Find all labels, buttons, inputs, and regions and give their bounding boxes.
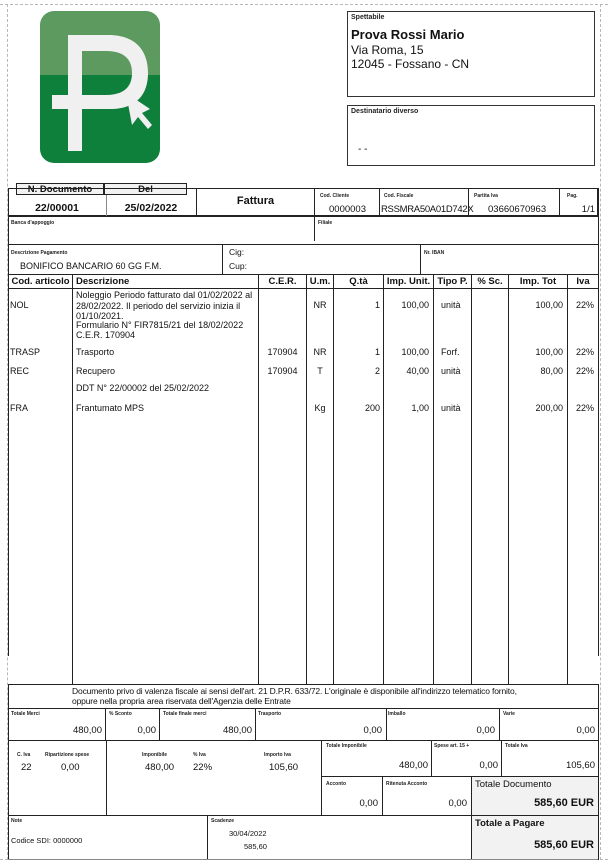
col-header-um: U.m. <box>309 276 331 287</box>
withholding-label: Ritenuta Acconto <box>386 781 428 787</box>
col-header-total: Imp. Tot <box>519 276 557 287</box>
payment-label: Descrizione Pagamento <box>11 250 68 256</box>
doc-total-label: Totale Documento <box>475 779 552 790</box>
vat-code: 22 <box>21 762 32 773</box>
branch-label: Filiale <box>318 220 333 226</box>
notes-label: Note <box>11 818 23 824</box>
expenses-label: Spese art. 15 + <box>434 743 470 749</box>
expense-split: 0,00 <box>61 762 80 773</box>
doc-date: 25/02/2022 <box>124 202 178 214</box>
transport: 0,00 <box>363 725 382 736</box>
to-pay: 585,60 EUR <box>534 839 594 851</box>
total-vat-label: Totale Iva <box>505 743 528 749</box>
disclaimer-line2: oppure nella propria area riservata dell'Agenzia delle Entrate <box>72 696 291 706</box>
vat-number: 03660670963 <box>488 204 547 215</box>
final-goods-label: Totale finale merci <box>163 711 207 717</box>
page-number: 1/1 <box>581 204 595 215</box>
misc-label: Varie <box>503 711 515 717</box>
company-logo <box>40 11 160 163</box>
total-taxable-label: Totale Imponibile <box>326 743 367 749</box>
vat-amount-label: Importo Iva <box>264 752 291 758</box>
bank-label: Banca d'appoggio <box>11 220 55 226</box>
col-header-unit-price: Imp. Unit. <box>386 276 431 287</box>
taxable: 480,00 <box>145 762 175 773</box>
doc-total-box <box>472 777 598 815</box>
tax-code: RSSMRA50A01D742X <box>381 204 474 215</box>
recipient-name: Prova Rossi Mario <box>351 27 465 42</box>
disclaimer <box>72 686 517 706</box>
doc-number: 22/00001 <box>35 202 79 214</box>
to-pay-label: Totale a Pagare <box>475 818 545 829</box>
page-label: Pag. <box>567 193 578 199</box>
expenses: 0,00 <box>479 760 498 771</box>
total-goods: 480,00 <box>72 725 102 736</box>
doc-total: 585,60 EUR <box>534 797 594 809</box>
iban-label: Nr. IBAN <box>424 250 445 256</box>
total-goods-label: Totale Merci <box>11 711 40 717</box>
advance-label: Acconto <box>326 781 346 787</box>
alt-recipient-label: Destinatario diverso <box>351 108 419 115</box>
col-header-vat: Iva <box>576 276 590 287</box>
advance: 0,00 <box>359 798 378 809</box>
tax-code-label: Cod. Fiscale <box>384 193 414 199</box>
total-vat: 105,60 <box>565 760 595 771</box>
discount-label: % Sconto <box>109 711 132 717</box>
vat-amount: 105,60 <box>269 762 299 773</box>
payment-method: BONIFICO BANCARIO 60 GG F.M. <box>20 261 162 271</box>
vat-code-label: C. Iva <box>17 752 31 758</box>
col-header-description: Descrizione <box>76 276 130 287</box>
due-date: 30/04/2022 <box>229 829 267 838</box>
discount: 0,00 <box>137 725 156 736</box>
packaging-label: Imballo <box>388 711 406 717</box>
doc-type: Fattura <box>236 195 275 207</box>
col-header-cer: C.E.R. <box>268 276 297 287</box>
notes: Codice SDI: 0000000 <box>11 836 83 845</box>
alt-recipient-value: - - <box>358 144 368 155</box>
transport-label: Trasporto <box>258 711 282 717</box>
withholding: 0,00 <box>448 798 467 809</box>
misc: 0,00 <box>576 725 595 736</box>
client-code-label: Cod. Cliente <box>320 193 350 199</box>
logo-p-cursor-icon <box>40 11 160 163</box>
page-guide <box>0 4 608 5</box>
to-pay-box <box>472 816 598 859</box>
due-label: Scadenze <box>211 818 235 824</box>
packaging: 0,00 <box>476 725 495 736</box>
doc-number-label: N. Documento <box>27 184 93 195</box>
recipient-city: 12045 - Fossano - CN <box>351 57 470 71</box>
final-goods: 480,00 <box>222 725 252 736</box>
taxable-label: Imponibile <box>142 752 167 758</box>
vat-number-label: Partita Iva <box>474 193 498 199</box>
recipient-box <box>347 11 595 97</box>
total-taxable: 480,00 <box>398 760 428 771</box>
cig-label: Cig: <box>229 247 245 257</box>
doc-date-label: Del <box>138 184 153 195</box>
disclaimer-line1: Documento privo di valenza fiscale ai sensi dell'art. 21 D.P.R. 633/72. L'originale è disponibile all'indirizzo telematico fornito, <box>72 686 517 696</box>
col-header-price-type: Tipo P. <box>437 276 468 287</box>
recipient-label: Spettabile <box>351 14 385 21</box>
col-header-code: Cod. articolo <box>11 276 70 287</box>
expense-split-label: Ripartizione spese <box>45 752 90 758</box>
cup-label: Cup: <box>229 261 247 271</box>
recipient-address: Via Roma, 15 <box>351 43 424 57</box>
page-guide <box>600 4 601 860</box>
due-amount: 585,60 <box>244 842 267 851</box>
vat-rate-label: % Iva <box>193 752 206 758</box>
col-header-discount: % Sc. <box>477 276 503 287</box>
alt-recipient-box <box>347 105 595 166</box>
vat-rate: 22% <box>193 762 213 773</box>
col-header-qty: Q.tà <box>349 276 368 287</box>
client-code: 0000003 <box>329 204 366 215</box>
